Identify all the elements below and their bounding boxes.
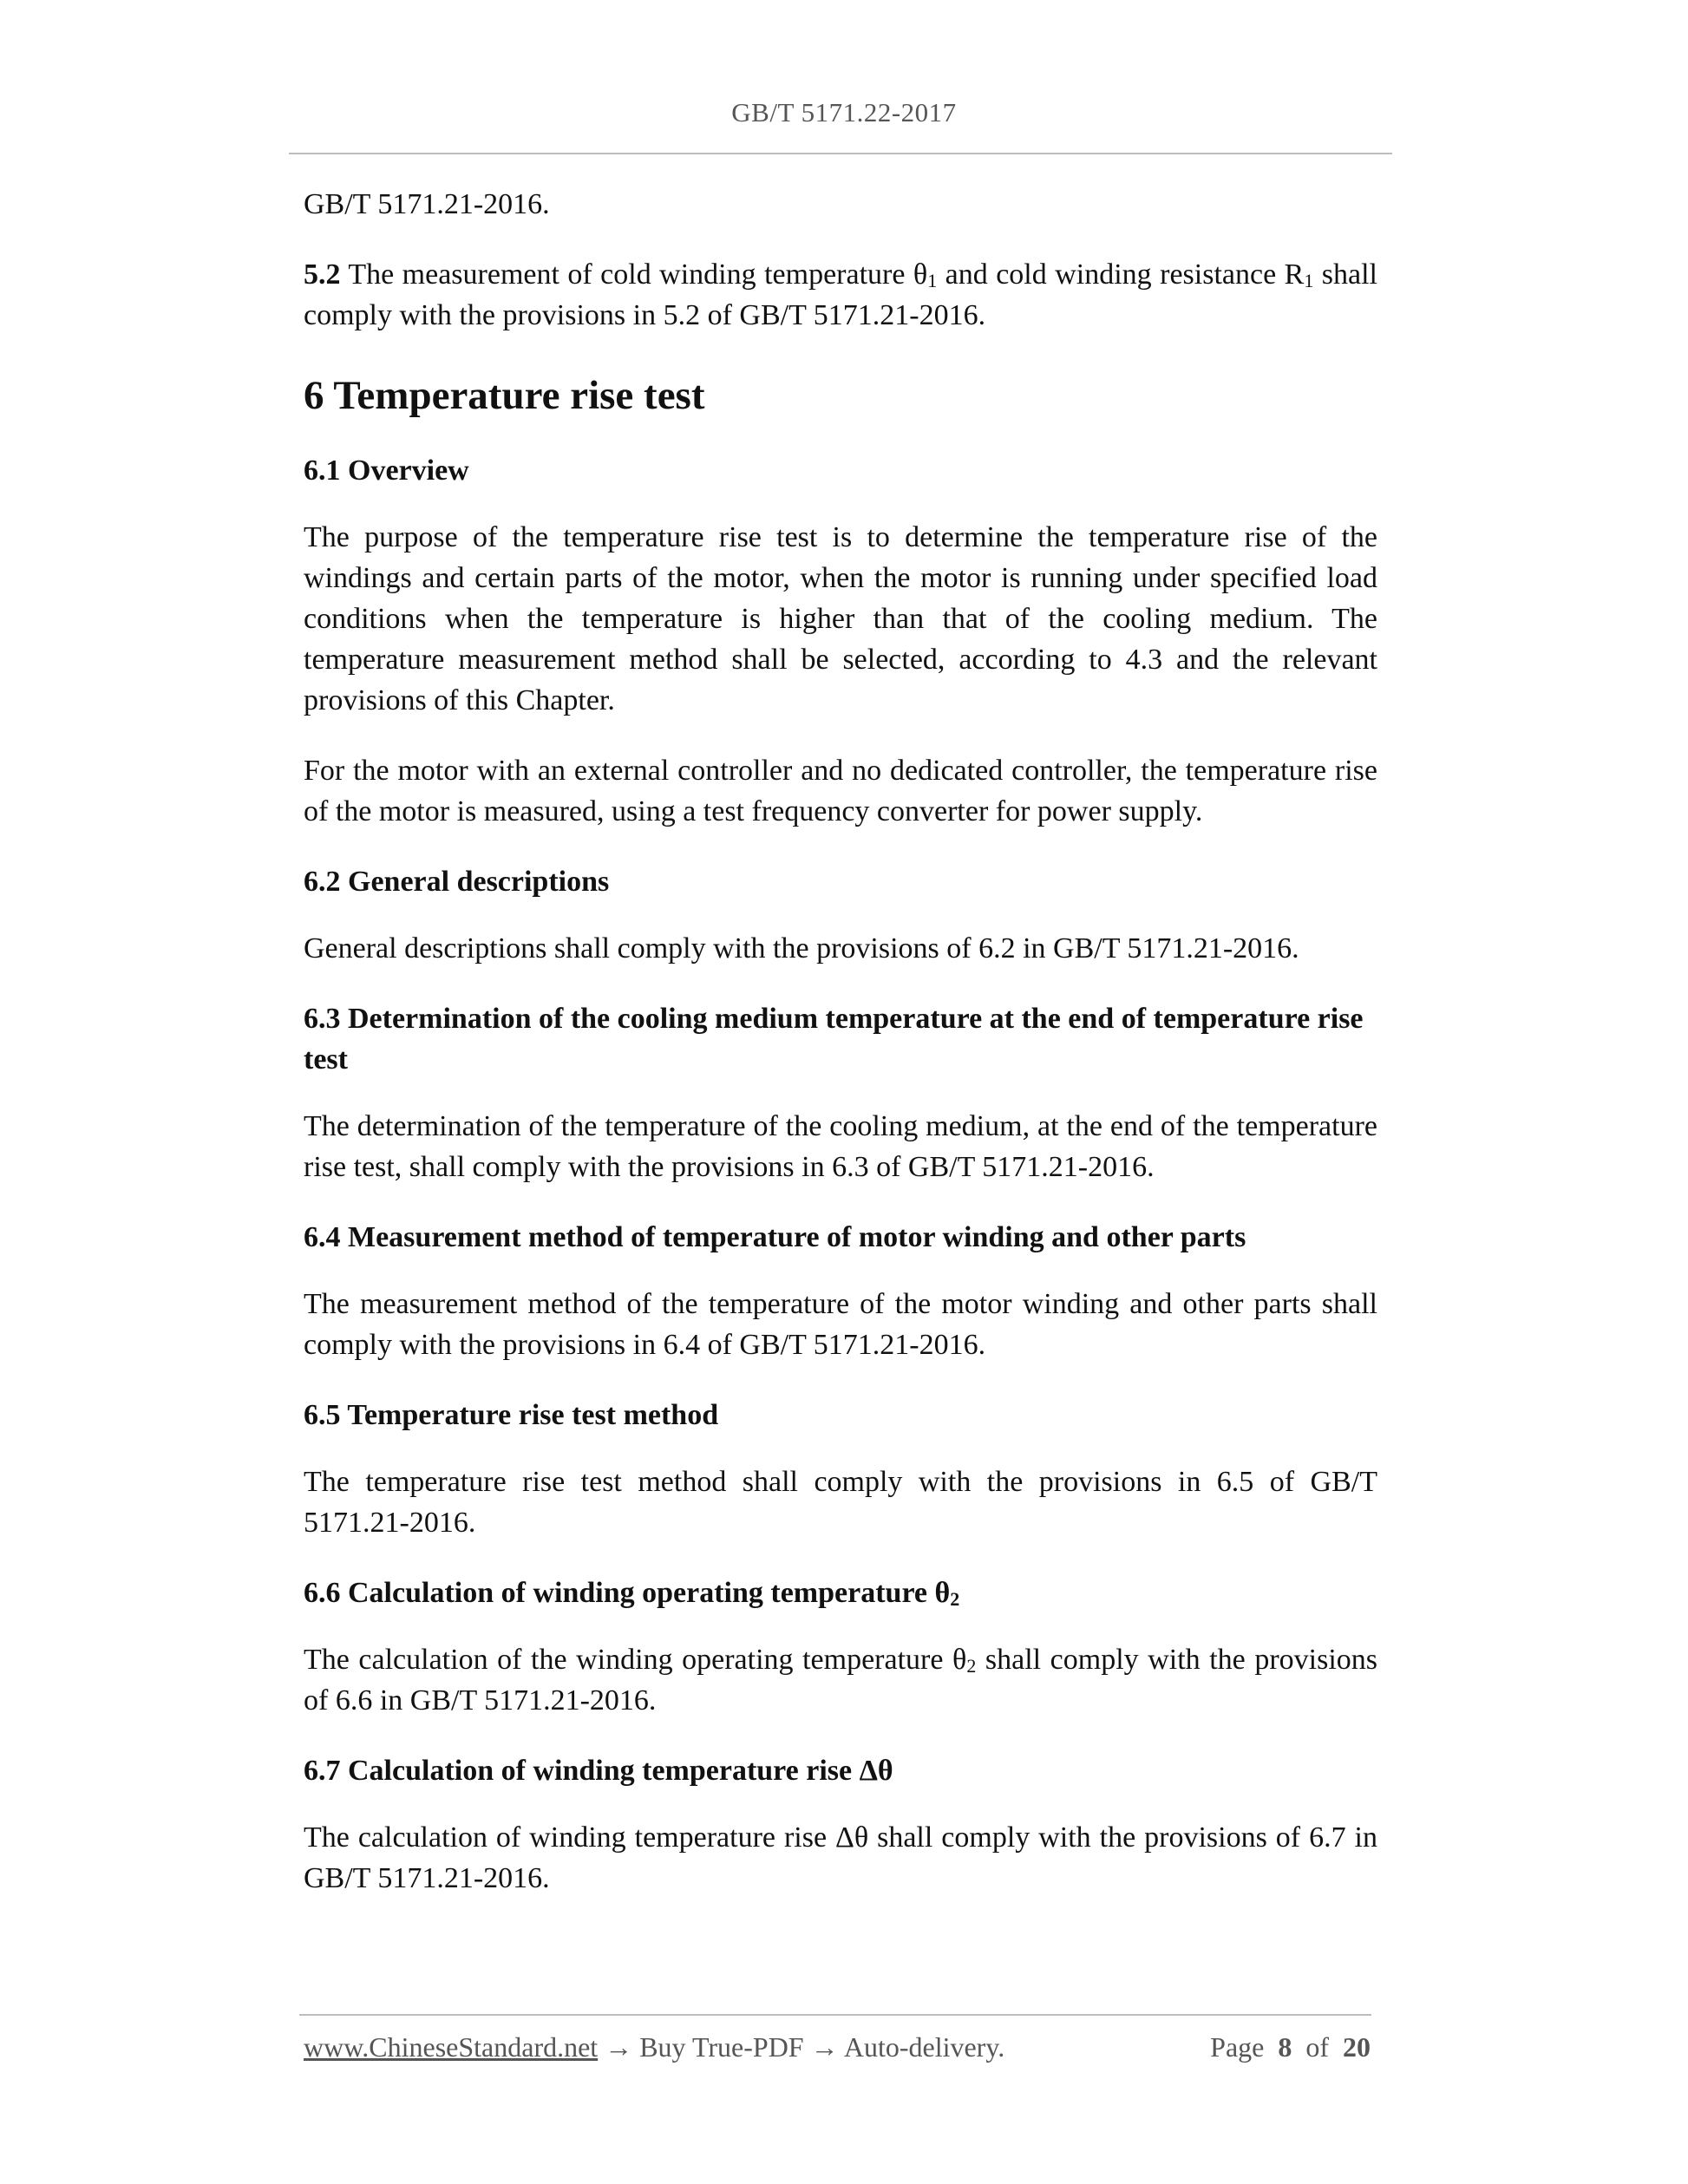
section-6-4-heading: 6.4 Measurement method of temperature of motor winding and other parts — [304, 1221, 1246, 1253]
section-6-7-paragraph: The calculation of winding temperature rise Δθ shall comply with the provisions of 6.7 in GB/T 5171.21-2016. — [304, 1821, 1377, 1894]
clause-5-2-text-b: and cold winding resistance R — [937, 258, 1305, 291]
section-6-1-heading: 6.1 Overview — [304, 454, 469, 487]
section-6-6-paragraph-subscript: 2 — [966, 1655, 977, 1677]
of-label: of — [1305, 2031, 1329, 2063]
section-6-5-heading: 6.5 Temperature rise test method — [304, 1399, 719, 1431]
continued-text: GB/T 5171.21-2016. — [304, 188, 550, 220]
section-6-6-heading-subscript: 2 — [950, 1588, 960, 1610]
section-6-4-paragraph: The measurement method of the temperature of the motor winding and other parts shall comply with the provisions in 6.4 of GB/T 5171.21-2016. — [304, 1288, 1377, 1361]
section-6-3-heading: 6.3 Determination of the cooling medium temperature at the end of temperature rise test — [304, 1003, 1364, 1076]
footer-promo — [304, 2031, 1004, 2063]
arrow-right-icon: → — [598, 2031, 640, 2063]
buy-pdf-text: Buy True-PDF — [639, 2031, 804, 2063]
page-label: Page — [1210, 2031, 1265, 2063]
website-link[interactable]: www.ChineseStandard.net — [304, 2031, 599, 2063]
page-number — [1210, 2031, 1371, 2063]
section-6-1-paragraph-1: The purpose of the temperature rise test is to determine the temperature rise of the windings and certain parts of the motor, when the motor is running under specified load conditions when the temperature is higher than that of the cooling medium. The temperature measurement method shall be selected, according to 4.3 and the relevant provisions of this Chapter. — [304, 521, 1377, 716]
page-total: 20 — [1343, 2031, 1371, 2063]
header-title: GB/T 5171.22-2017 — [731, 97, 957, 128]
page-current: 8 — [1278, 2031, 1292, 2063]
footer-divider — [299, 2014, 1371, 2016]
r-subscript: 1 — [1304, 270, 1314, 291]
section-6-6-paragraph-a: The calculation of the winding operating temperature θ — [304, 1644, 967, 1676]
section-6-5-paragraph: The temperature rise test method shall comply with the provisions in 6.5 of GB/T 5171.21-2016. — [304, 1466, 1377, 1539]
section-6-6-heading — [304, 1573, 1377, 1613]
auto-delivery-text: Auto-delivery. — [843, 2031, 1005, 2063]
section-6-7-heading: 6.7 Calculation of winding temperature rise Δθ — [304, 1755, 893, 1787]
arrow-right-icon: → — [803, 2031, 844, 2063]
section-6-1-paragraph-2: For the motor with an external controller and no dedicated controller, the temperature rise of the motor is measured, using a test frequency converter for power supply. — [304, 755, 1377, 827]
section-6-2-heading: 6.2 General descriptions — [304, 866, 610, 898]
chapter-6-title: 6 Temperature rise test — [304, 373, 705, 418]
clause-5-2 — [304, 254, 1377, 336]
section-6-6-paragraph — [304, 1639, 1377, 1721]
section-6-2-paragraph: General descriptions shall comply with the provisions of 6.2 in GB/T 5171.21-2016. — [304, 932, 1299, 964]
page-content — [304, 184, 1377, 1928]
clause-5-2-text-c: shall comply with the provisions in 5.2 of GB/T 5171.21-2016. — [304, 258, 1377, 331]
section-6-6-paragraph-b: shall comply with the provisions of 6.6 in GB/T 5171.21-2016. — [304, 1644, 1378, 1716]
section-6-6-heading-text: 6.6 Calculation of winding operating temperature θ — [304, 1577, 951, 1609]
clause-5-2-text-a: The measurement of cold winding temperature θ — [340, 258, 928, 291]
theta-subscript: 1 — [927, 270, 938, 291]
section-6-3-paragraph: The determination of the temperature of the cooling medium, at the end of the temperature rise test, shall comply with the provisions in 6.3 of GB/T 5171.21-2016. — [304, 1110, 1377, 1183]
clause-5-2-number: 5.2 — [304, 258, 341, 291]
page-footer — [304, 2031, 1371, 2070]
header-divider — [289, 153, 1392, 154]
